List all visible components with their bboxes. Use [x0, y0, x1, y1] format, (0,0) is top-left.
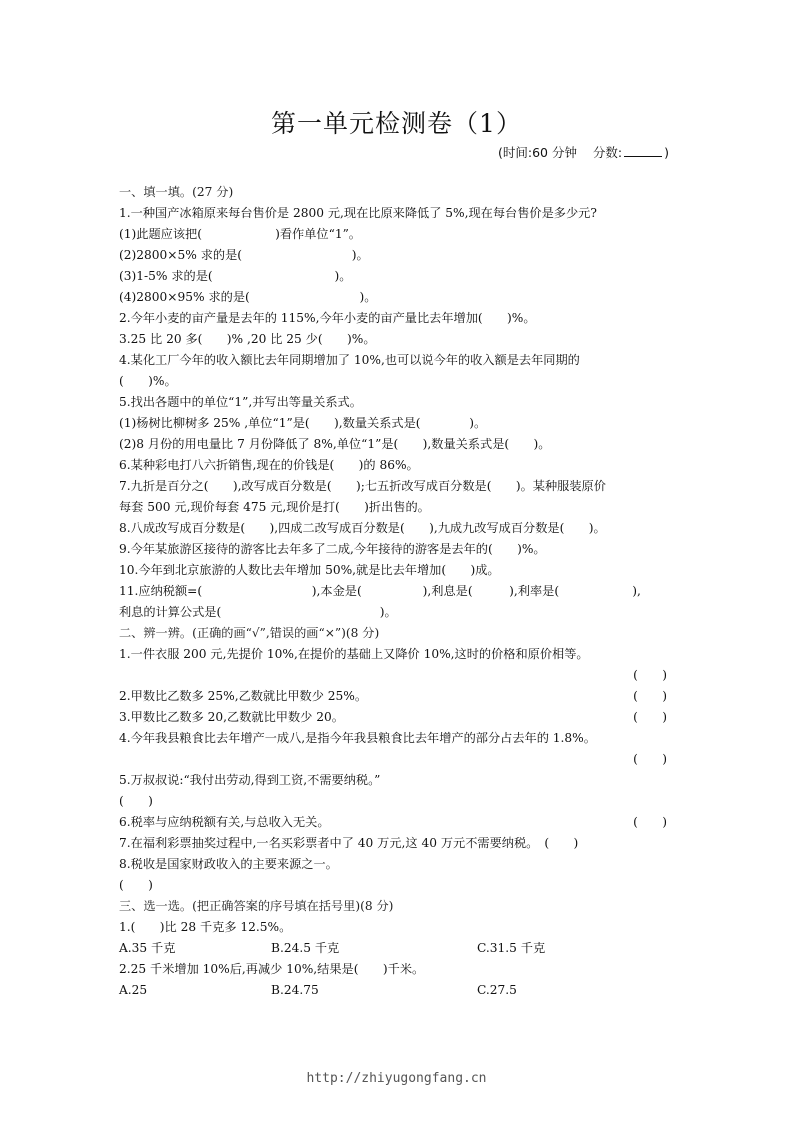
choice-question-1: 1.( )比 28 千克多 12.5%。	[119, 920, 292, 934]
answer-paren: ( )	[633, 815, 667, 829]
section-heading-judge: 二、辨一辨。(正确的画“√”,错误的画“×”)(8 分)	[119, 626, 380, 640]
fill-question-line: ( )%。	[119, 374, 177, 388]
fill-question-line: 11.应纳税额=( ),本金是( ),利息是( ),利率是( ),	[119, 584, 641, 598]
fill-question-line: 6.某种彩电打八六折销售,现在的价钱是( )的 86%。	[119, 458, 419, 472]
fill-question-line: 1.一种国产冰箱原来每台售价是 2800 元,现在比原来降低了 5%,现在每台售价是多少元?	[119, 206, 597, 220]
choice-question-2: 2.25 千米增加 10%后,再减少 10%,结果是( )千米。	[119, 962, 425, 976]
footer-url: http://zhiyugongfang.cn	[306, 1071, 487, 1086]
section-judge-questions	[119, 644, 679, 896]
fill-question-line: (2)8 月份的用电量比 7 月份降低了 8%,单位“1”是( ),数量关系式是( )。	[119, 437, 551, 451]
exam-meta	[498, 143, 669, 161]
choice-options-1	[119, 938, 679, 959]
option-a: A.35 千克	[119, 941, 176, 955]
option-a: A.25	[119, 983, 148, 997]
choice-options-2	[119, 980, 679, 1001]
section-fill-questions	[119, 203, 679, 623]
fill-question-line: 2.今年小麦的亩产量是去年的 115%,今年小麦的亩产量比去年增加( )%。	[119, 311, 536, 325]
fill-question-line: (2)2800×5% 求的是( )。	[119, 248, 369, 262]
fill-question-line: 5.找出各题中的单位“1”,并写出等量关系式。	[119, 395, 362, 409]
fill-question-line: 3.25 比 20 多( )% ,20 比 25 少( )%。	[119, 332, 376, 346]
fill-question-line: 10.今年到北京旅游的人数比去年增加 50%,就是比去年增加( )成。	[119, 563, 500, 577]
judge-question-text: 6.税率与应纳税额有关,与总收入无关。	[119, 815, 330, 829]
fill-question-line: (1)此题应该把( )看作单位“1”。	[119, 227, 361, 241]
option-c: C.27.5	[477, 983, 517, 997]
judge-question: 7.在福利彩票抽奖过程中,一名买彩票者中了 40 万元,这 40 万元不需要纳税。 ( )	[119, 836, 579, 850]
answer-paren: ( )	[633, 668, 667, 682]
page-title: 第一单元检测卷（1）	[271, 109, 522, 138]
answer-paren: ( )	[119, 794, 153, 808]
answer-paren: ( )	[633, 710, 667, 724]
answer-paren: ( )	[119, 878, 153, 892]
score-blank	[624, 144, 662, 157]
judge-question	[119, 812, 679, 833]
judge-question-text: 3.甲数比乙数多 20,乙数就比甲数少 20。	[119, 710, 344, 724]
fill-question-line: (3)1-5% 求的是( )。	[119, 269, 352, 283]
fill-question-line: 8.八成改写成百分数是( ),四成二改写成百分数是( ),九成九改写成百分数是( )。	[119, 521, 606, 535]
option-b: B.24.75	[271, 983, 319, 997]
fill-question-line: 9.今年某旅游区接待的游客比去年多了二成,今年接待的游客是去年的( )%。	[119, 542, 546, 556]
option-c: C.31.5 千克	[477, 941, 546, 955]
score-label: 分数:	[592, 145, 623, 160]
exam-content	[119, 182, 679, 1001]
judge-question	[119, 707, 679, 728]
judge-question-text: 2.甲数比乙数多 25%,乙数就比甲数少 25%。	[119, 689, 368, 703]
fill-question-line: 每套 500 元,现价每套 475 元,现价是打( )折出售的。	[119, 500, 430, 514]
section-heading-choice: 三、选一选。(把正确答案的序号填在括号里)(8 分)	[119, 899, 394, 913]
meta-close: )	[664, 145, 669, 160]
time-label: (时间:60 分钟	[498, 145, 577, 160]
judge-question: 8.税收是国家财政收入的主要来源之一。	[119, 857, 338, 871]
fill-question-line: 利息的计算公式是( )。	[119, 605, 397, 619]
fill-question-line: (1)杨树比柳树多 25% ,单位“1”是( ),数量关系式是( )。	[119, 416, 487, 430]
fill-question-line: 4.某化工厂今年的收入额比去年同期增加了 10%,也可以说今年的收入额是去年同期的	[119, 353, 580, 367]
fill-question-line: (4)2800×95% 求的是( )。	[119, 290, 377, 304]
section-heading-fill: 一、填一填。(27 分)	[119, 185, 234, 199]
fill-question-line: 7.九折是百分之( ),改写成百分数是( );七五折改写成百分数是( )。某种服装原价	[119, 479, 606, 493]
judge-question: 5.万叔叔说:“我付出劳动,得到工资,不需要纳税。”	[119, 773, 381, 787]
judge-question: 1.一件衣服 200 元,先提价 10%,在提价的基础上又降价 10%,这时的价格和原价相等。	[119, 647, 589, 661]
answer-paren: ( )	[633, 689, 667, 703]
option-b: B.24.5 千克	[271, 941, 340, 955]
judge-question	[119, 686, 679, 707]
judge-question: 4.今年我县粮食比去年增产一成八,是指今年我县粮食比去年增产的部分占去年的 1.8%。	[119, 731, 596, 745]
answer-paren: ( )	[633, 752, 667, 766]
